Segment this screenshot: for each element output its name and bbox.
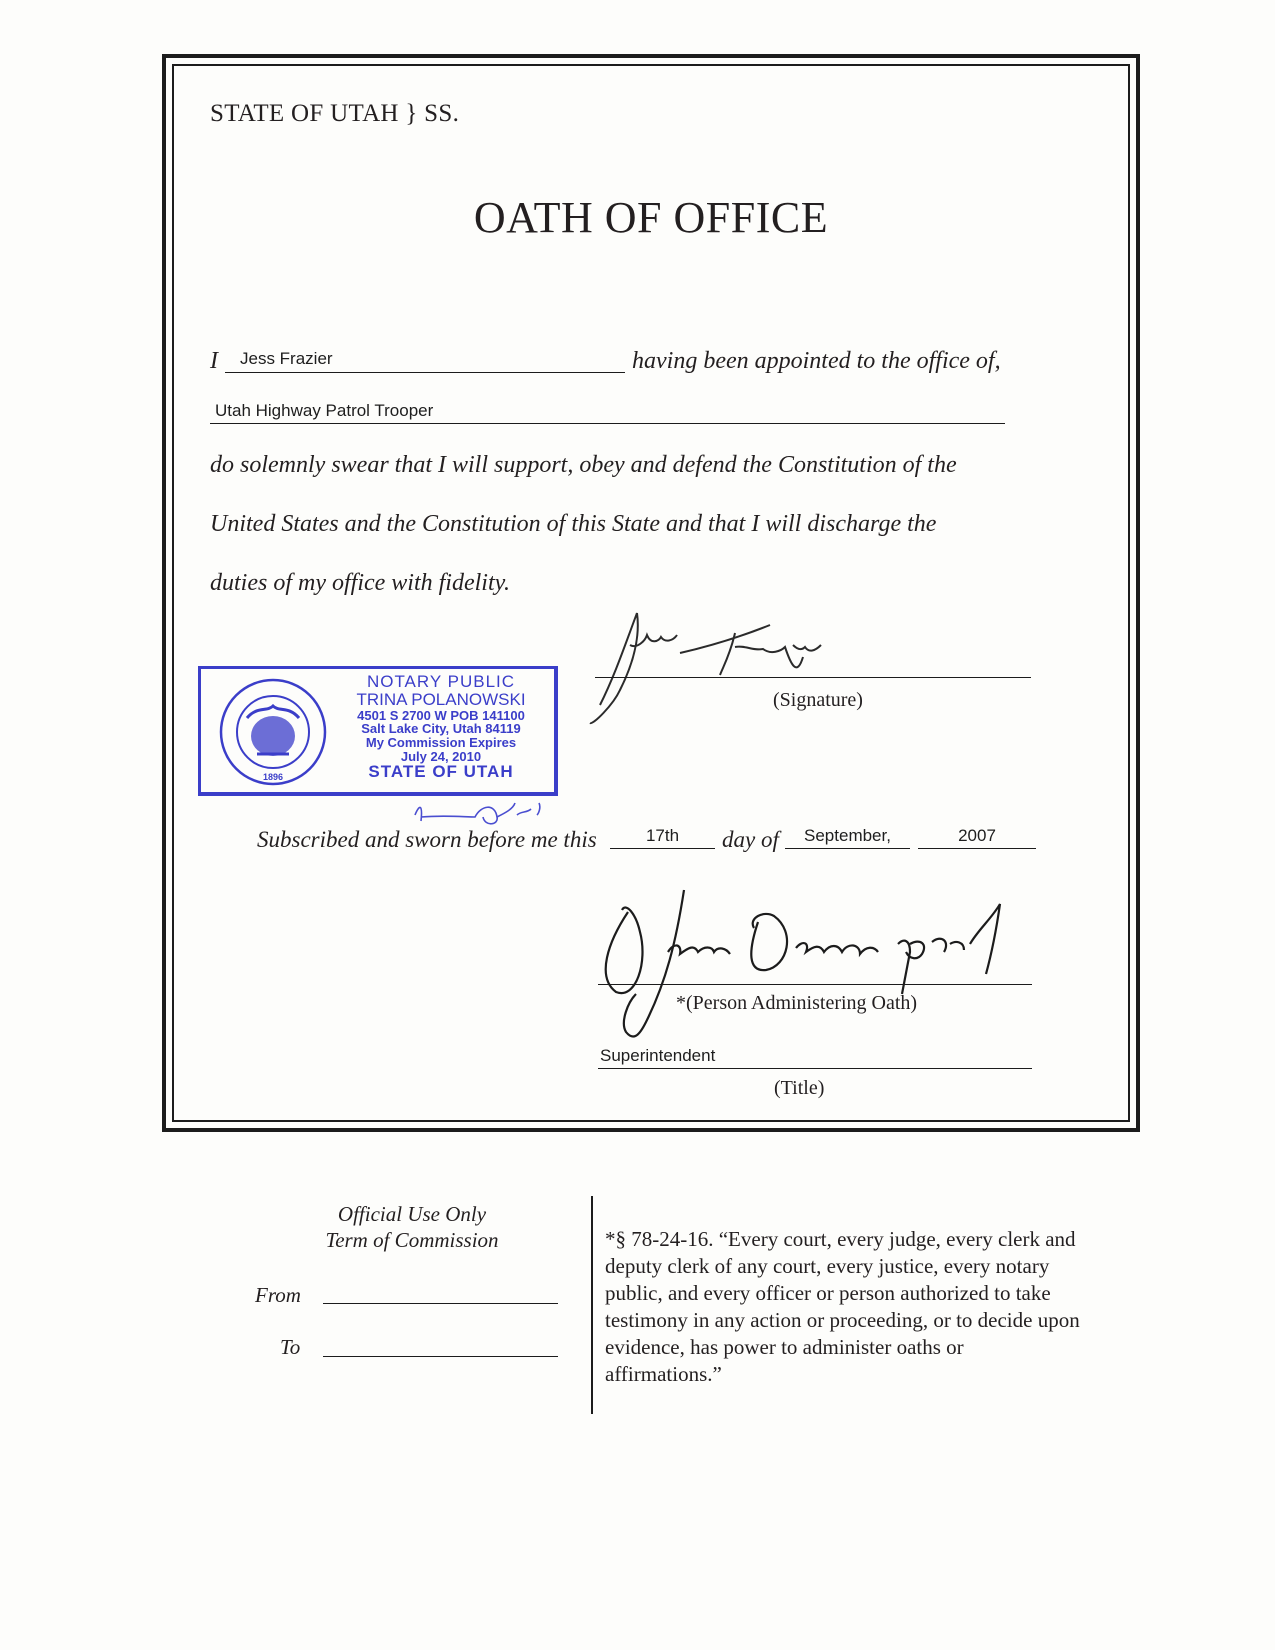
stamp-expires-date: July 24, 2010 (400, 748, 482, 764)
office-title-value[interactable]: Utah Highway Patrol Trooper (215, 401, 434, 420)
sworn-day-of: day of (722, 827, 779, 852)
page-title: OATH OF OFFICE (473, 193, 829, 242)
administrator-title-line (598, 1068, 1032, 1069)
administrator-signature-line (598, 984, 1032, 985)
stamp-state: STATE OF UTAH (368, 762, 514, 782)
seal-year: 1896 (262, 772, 284, 782)
stamp-title: NOTARY PUBLIC (366, 672, 516, 691)
sworn-month-value[interactable]: September, (804, 826, 891, 845)
signature-line (595, 677, 1031, 678)
administrator-title-value[interactable]: Superintendent (600, 1046, 716, 1065)
from-line[interactable] (323, 1303, 558, 1304)
statute-footnote: *§ 78-24-16. “Every court, every judge, every clerk and deputy clerk of any court, every justice, every notary public, and every officer or person authorized to take testimony in any action or proceeding, or to decide upon evidence, has power to administer oaths or affirmations.” (605, 1227, 1080, 1386)
officer-name-value[interactable]: Jess Frazier (240, 349, 333, 368)
stamp-city: Salt Lake City, Utah 84119 (361, 721, 521, 737)
signature-caption: (Signature) (773, 689, 863, 711)
office-title-line (210, 423, 1005, 424)
i-label: I (210, 348, 218, 374)
stamp-address: 4501 S 2700 W POB 141100 (357, 707, 525, 723)
to-line[interactable] (323, 1356, 558, 1357)
term-of-commission-heading: Term of Commission (325, 1228, 499, 1252)
oath-line-3: duties of my office with fidelity. (210, 570, 510, 596)
sworn-day-line (610, 848, 715, 849)
sworn-day-value[interactable]: 17th (645, 826, 680, 845)
to-label: To (280, 1335, 301, 1359)
stamp-text-block (329, 673, 553, 781)
sworn-month-line (785, 848, 910, 849)
section-divider (591, 1196, 593, 1414)
official-use-heading: Official Use Only (337, 1202, 487, 1226)
administrator-caption: *(Person Administering Oath) (676, 992, 918, 1014)
from-label: From (255, 1283, 301, 1307)
oath-line-1: do solemnly swear that I will support, obey and defend the Constitution of the (210, 452, 957, 478)
sworn-year-line (918, 848, 1036, 849)
oath-line-2: United States and the Constitution of this State and that I will discharge the (210, 511, 937, 537)
officer-name-line (225, 372, 625, 373)
administrator-signature (598, 882, 1058, 1052)
sworn-prefix: Subscribed and sworn before me this (257, 827, 597, 852)
stamp-expires-label: My Commission Expires (365, 734, 517, 750)
notary-stamp (198, 666, 558, 796)
appointed-text: having been appointed to the office of, (632, 348, 1001, 374)
state-seal-icon (217, 676, 329, 788)
state-venue-line: STATE OF UTAH } SS. (210, 100, 460, 127)
title-caption: (Title) (774, 1077, 825, 1099)
stamp-notary-name: TRINA POLANOWSKI (356, 689, 526, 709)
sworn-year-value[interactable]: 2007 (958, 826, 996, 845)
